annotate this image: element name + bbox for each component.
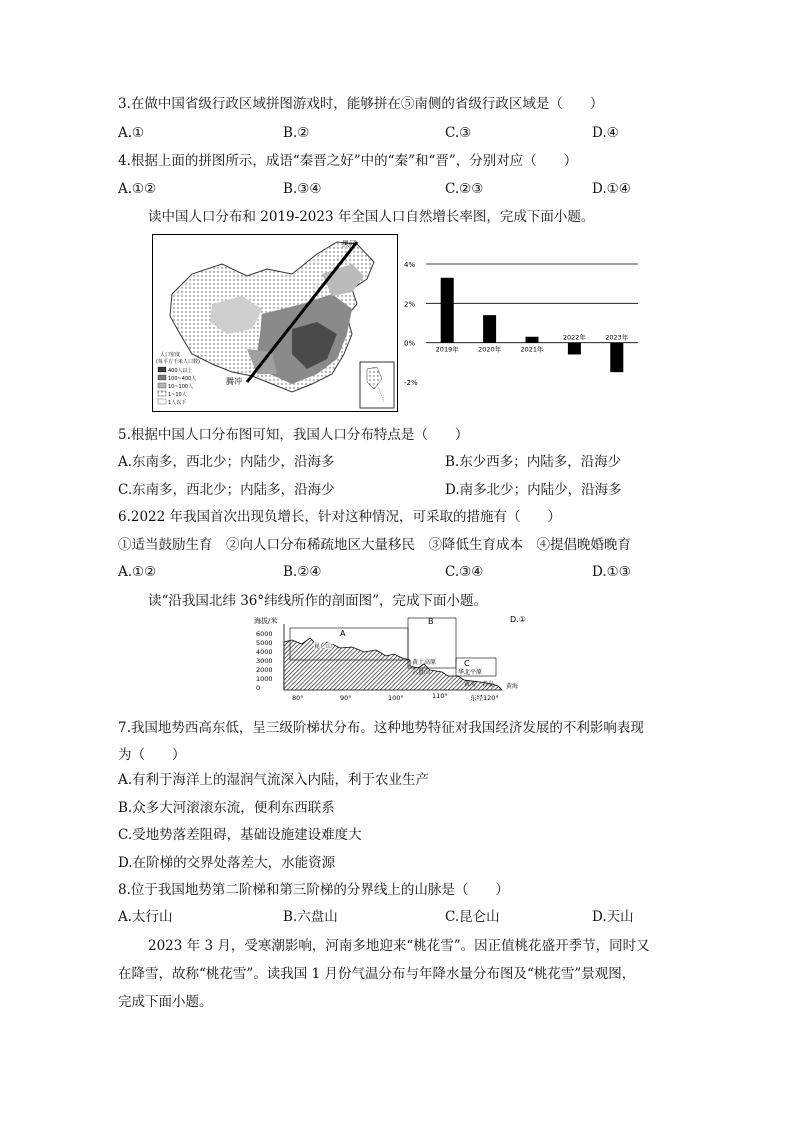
svg-text:东经120°: 东经120° (470, 694, 499, 702)
svg-text:4000: 4000 (256, 648, 273, 656)
q4-option-b: B.③④ (283, 181, 322, 197)
svg-text:华北平原: 华北平原 (458, 669, 483, 676)
y-tick-label: 0% (404, 339, 416, 348)
y-tick-label: 2% (404, 300, 416, 309)
q3-option-b: B.② (283, 125, 310, 141)
profile-corner-text: D.① (510, 615, 526, 624)
q6-option-b: B.②④ (283, 564, 322, 580)
q6-option-a: A.①② (118, 564, 157, 580)
svg-text:3000: 3000 (256, 657, 273, 665)
q8-option-c: C.昆仑山 (445, 909, 500, 925)
stage-label-c: C (464, 659, 470, 668)
q3-option-a: A.① (118, 125, 145, 141)
svg-text:1人以下: 1人以下 (168, 400, 187, 406)
q4-option-d: D.①④ (592, 181, 631, 197)
q4-option-a: A.①② (118, 181, 157, 197)
q5-stem: 5.根据中国人口分布图可知，我国人口分布特点是（ ） (118, 427, 469, 443)
bar (610, 343, 623, 373)
svg-text:80°: 80° (292, 694, 304, 702)
q7-option-c: C.受地势落差阻碍，基础设施建设难度大 (118, 827, 362, 843)
svg-text:黄土高原: 黄土高原 (412, 659, 437, 666)
q6-option-c: C.③④ (445, 564, 484, 580)
intro-profile: 读“沿我国北纬 36°纬线所作的剖面图”，完成下面小题。 (148, 593, 488, 609)
q3-option-d: D.④ (592, 125, 619, 141)
svg-text:六盘山: 六盘山 (412, 669, 431, 676)
svg-text:100°: 100° (388, 694, 404, 702)
svg-text:昆仑山: 昆仑山 (314, 643, 333, 650)
q4-option-c: C.②③ (445, 181, 484, 197)
intro-snow-line3: 完成下面小题。 (118, 994, 213, 1010)
q8-option-a: A.太行山 (118, 909, 173, 925)
svg-text:黄海: 黄海 (506, 683, 519, 690)
q3-option-c: C.③ (445, 125, 472, 141)
map-label-tengchong: 腾冲 (226, 377, 242, 386)
q5-option-d: D.南多北少；内陆少，沿海多 (445, 482, 622, 498)
q3-stem: 3.在做中国省级行政区域拼图游戏时，能够拼在⑤南侧的省级行政区域是（ ） (118, 96, 604, 112)
svg-text:人口密度: 人口密度 (160, 352, 181, 358)
bar (526, 337, 539, 343)
q7-option-a: A.有利于海洋上的湿润气流深入内陆，利于农业生产 (118, 772, 430, 788)
q7-option-b: B.众多大河滚滚东流，便利东西联系 (118, 800, 335, 816)
svg-text:(每平方千米人口数): (每平方千米人口数) (156, 359, 200, 365)
category-label: 2022年 (562, 333, 586, 342)
svg-text:90°: 90° (340, 694, 352, 702)
svg-text:110°: 110° (432, 692, 448, 700)
svg-text:5000: 5000 (256, 639, 273, 647)
q4-stem: 4.根据上面的拼图所示，成语“秦晋之好”中的“秦”和“晋”，分别对应（ ） (118, 153, 578, 169)
q7-stem-line1: 7.我国地势西高东低，呈三级阶梯状分布。这种地势特征对我国经济发展的不利影响表现 (118, 720, 644, 736)
bar (568, 343, 581, 355)
q7-stem-line2: 为（ ） (118, 747, 186, 763)
y-tick-label: -2% (404, 379, 418, 387)
q6-option-d: D.①③ (592, 564, 631, 580)
intro-snow-line1: 2023 年 3 月，受寒潮影响，河南多地迎来“桃花雪”。因正值桃花盛开季节，同时又 (148, 938, 650, 954)
q6-measures: ①适当鼓励生育 ②向人口分布稀疏地区大量移民 ③降低生育成本 ④提倡晚婚晚育 (118, 537, 631, 553)
category-label: 2019年 (435, 345, 459, 354)
category-label: 2023年 (605, 333, 629, 342)
profile-ylabel: 海拔/米 (254, 617, 278, 625)
svg-text:100~400人: 100~400人 (168, 376, 197, 382)
category-label: 2020年 (478, 345, 502, 354)
population-map (152, 234, 398, 412)
svg-text:青岛: 青岛 (482, 681, 495, 688)
svg-text:1000: 1000 (256, 675, 273, 683)
intro-population: 读中国人口分布和 2019-2023 年全国人口自然增长率图，完成下面小题。 (148, 209, 595, 225)
svg-text:6000: 6000 (256, 630, 273, 638)
stage-label-b: B (428, 617, 434, 626)
growth-rate-chart-svg (402, 254, 642, 388)
svg-text:10~100人: 10~100人 (168, 384, 194, 390)
q5-option-a: A.东南多，西北少；内陆少，沿海多 (118, 454, 335, 470)
svg-text:黄河: 黄河 (464, 681, 477, 688)
bar (483, 315, 496, 343)
growth-rate-chart (402, 254, 642, 388)
map-label-heihe: 黑河 (342, 240, 356, 248)
q8-option-b: B.六盘山 (283, 909, 338, 925)
svg-text:2000: 2000 (256, 666, 273, 674)
q6-stem: 6.2022 年我国首次出现负增长，针对这种情况，可采取的措施有（ ） (118, 509, 562, 525)
category-label: 2021年 (520, 345, 544, 354)
svg-text:0: 0 (256, 684, 261, 692)
q5-option-c: C.东南多，西北少；内陆多，沿海少 (118, 482, 335, 498)
terrain-profile (252, 614, 542, 702)
q8-stem: 8.位于我国地势第二阶梯和第三阶梯的分界线上的山脉是（ ） (118, 882, 509, 898)
q5-option-b: B.东少西多；内陆多，沿海少 (445, 454, 622, 470)
q7-option-d: D.在阶梯的交界处落差大，水能资源 (118, 855, 336, 871)
svg-text:400人以上: 400人以上 (168, 368, 193, 374)
q8-option-d: D.天山 (592, 909, 634, 925)
intro-snow-line2: 在降雪，故称“桃花雪”。读我国 1 月份气温分布与年降水量分布图及“桃花雪”景观图， (118, 966, 636, 982)
svg-text:1~10人: 1~10人 (168, 392, 187, 398)
bar (441, 278, 454, 343)
stage-label-a: A (340, 629, 346, 638)
y-tick-label: 4% (404, 261, 416, 269)
